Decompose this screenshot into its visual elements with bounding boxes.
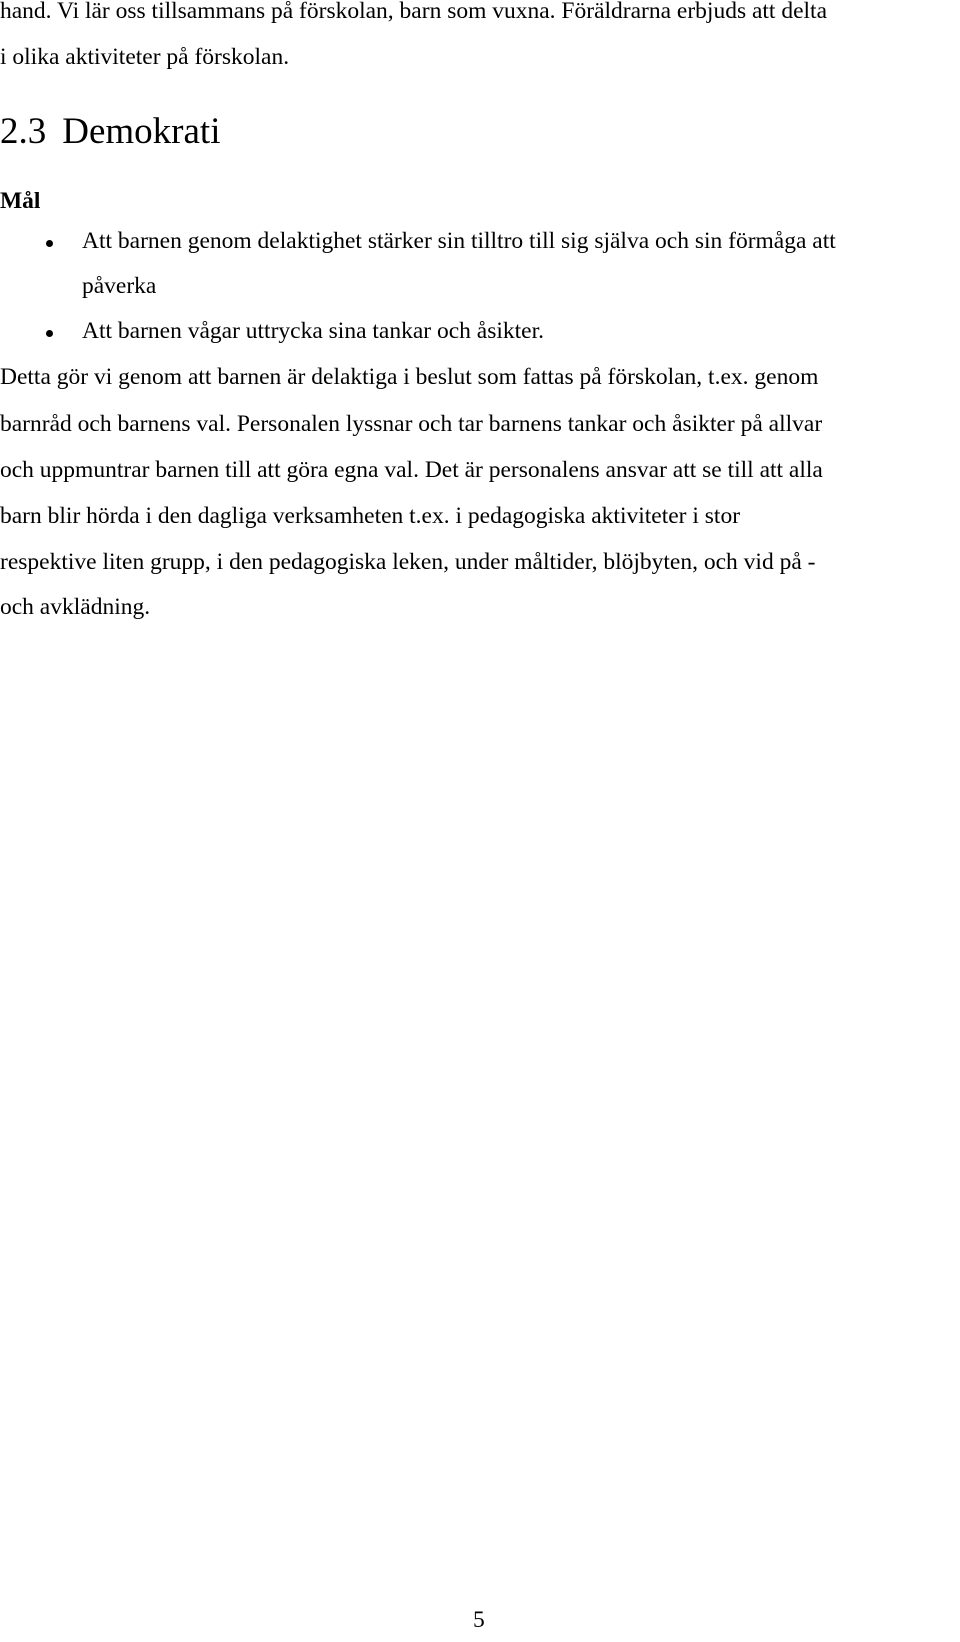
section-heading bbox=[0, 113, 220, 150]
goal-item-line: påverka bbox=[82, 273, 157, 299]
body-line: och avklädning. bbox=[0, 594, 151, 620]
section-title: Demokrati bbox=[62, 111, 221, 152]
body-line: Detta gör vi genom att barnen är delaktiga i beslut som fattas på förskolan, t.ex. genom bbox=[0, 364, 819, 390]
body-line: och uppmuntrar barnen till att göra egna val. Det är personalens ansvar att se till att alla bbox=[0, 457, 823, 483]
intro-line: i olika aktiviteter på förskolan. bbox=[0, 44, 290, 70]
bullet-icon bbox=[46, 330, 53, 337]
goals-subheading: Mål bbox=[0, 188, 41, 214]
goal-item-line: Att barnen vågar uttrycka sina tankar och åsikter. bbox=[82, 318, 544, 344]
bullet-icon bbox=[46, 240, 53, 247]
goal-item-line: Att barnen genom delaktighet stärker sin tilltro till sig själva och sin förmåga att bbox=[82, 228, 836, 254]
body-line: barnråd och barnens val. Personalen lyssnar och tar barnens tankar och åsikter på allvar bbox=[0, 411, 823, 437]
page-number: 5 bbox=[473, 1607, 485, 1633]
body-line: barn blir hörda i den dagliga verksamheten t.ex. i pedagogiska aktiviteter i stor bbox=[0, 503, 741, 529]
section-number: 2.3 bbox=[0, 111, 47, 152]
intro-line: hand. Vi lär oss tillsammans på förskolan, barn som vuxna. Föräldrarna erbjuds att delta bbox=[0, 0, 827, 24]
body-line: respektive liten grupp, i den pedagogiska leken, under måltider, blöjbyten, och vid på - bbox=[0, 549, 816, 575]
